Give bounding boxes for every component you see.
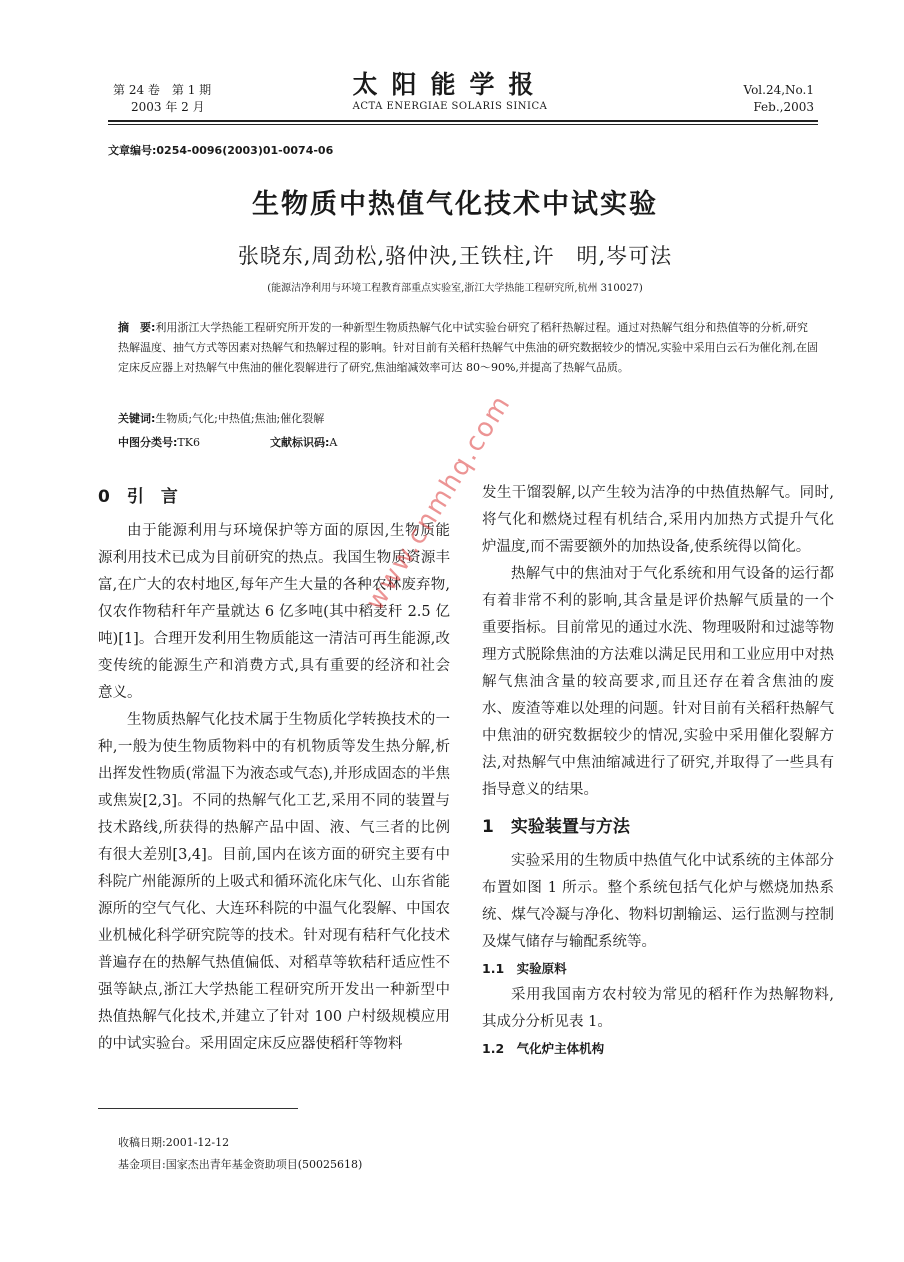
volume-issue-en: Vol.24,No.1 (743, 83, 814, 97)
date-en: Feb.,2003 (753, 100, 814, 114)
journal-name (330, 70, 570, 114)
affiliation: (能源洁净利用与环境工程教育部重点实验室,浙江大学热能工程研究所,杭州 310027) (267, 283, 643, 294)
paragraph: 采用我国南方农村较为常见的稻秆作为热解物料,其成分分析见表 1。 (482, 987, 834, 1030)
doc-code (270, 434, 337, 450)
watermark-text: www.cnmhq.com (360, 389, 518, 616)
right-column (482, 480, 834, 1062)
paragraph: 发生干馏裂解,以产生较为洁净的中热值热解气。同时,将气化和燃烧过程有机结合,采用内加热方式提升气化炉温度,而不需要额外的加热设备,使系统得以简化。 (482, 485, 834, 555)
journal-title-cn: 太阳能学报 (352, 70, 548, 99)
doc-code-label: 文献标识码: (270, 436, 330, 449)
doc-code-value: A (329, 436, 338, 449)
paragraph: 实验采用的生物质中热值气化中试系统的主体部分布置如图 1 所示。整个系统包括气化炉与燃烧加热系统、煤气冷凝与净化、物料切割输运、运行监测与控制及煤气储存与输配系统等。 (482, 853, 834, 950)
keywords (118, 410, 818, 426)
clc-value: TK6 (177, 436, 200, 449)
footnote-rule (98, 1108, 298, 1109)
header-rule-thin (108, 124, 818, 125)
abstract-text: 利用浙江大学热能工程研究所开发的一种新型生物质热解气化中试实验台研究了稻秆热解过程。通过对热解气组分和热值等的分析,研究热解温度、抽气方式等因素对热解气和热解过程的影响。针对目前有关稻秆热解气中焦油的研究数据较少的情况,实验中采用白云石为催化剂,在固定床反应器上对热解气中焦油的催化裂解进行了研究,焦油缩减效率可达 80～90%,并提高了热解气品质。 (118, 321, 818, 374)
date-cn: 2003 年 2 月 (131, 100, 205, 114)
header-rule (108, 120, 818, 122)
authors: 张晓东,周劲松,骆仲泱,王铁柱,许 明,岑可法 (237, 244, 673, 268)
section-0-heading: 0 引 言 (98, 487, 178, 507)
paper-title: 生物质中热值气化技术中试实验 (252, 189, 658, 220)
paragraph: 生物质热解气化技术属于生物质化学转换技术的一种,一般为使生物质物料中的有机物质等发生热分解,析出挥发性物质(常温下为液态或气态),并形成固态的半焦或焦炭[2,3]。不同的热解气化工艺,采用不同的装置与技术路线,所获得的热解产品中固、液、气三者的比例有很大差别[3,4]。目前,国内在该方面的研究主要有中科院广州能源所的上吸式和循环流化床气化、山东省能源所的空气气化、大连环科院的中温气化裂解、中国农业机械化科学研究院等的技术。针对现有秸秆气化技术普遍存在的热解气热值偏低、对稻草等软秸秆适应性不强等缺点,浙江大学热能工程研究所开发出一种新型中热值热解气化技术,并建立了针对 100 户村级规模应用的中试实验台。采用固定床反应器使稻秆等物料 (98, 712, 450, 1052)
subsection-1-2-heading: 1.2 气化炉主体机构 (482, 1041, 605, 1056)
received-date: 收稿日期:2001-12-12 (118, 1136, 230, 1149)
clc-label: 中图分类号: (118, 436, 178, 449)
journal-volume-en (700, 82, 814, 116)
keywords-label: 关键词: (118, 412, 156, 425)
subsection-1-1-heading: 1.1 实验原料 (482, 961, 567, 976)
keywords-text: 生物质;气化;中热值;焦油;催化裂解 (155, 412, 325, 425)
journal-volume-cn (113, 82, 211, 116)
volume-issue-cn: 第 24 卷 第 1 期 (113, 83, 212, 97)
section-1-heading: 1 实验装置与方法 (482, 817, 630, 837)
paragraph: 由于能源利用与环境保护等方面的原因,生物质能源利用技术已成为目前研究的热点。我国生物质资源丰富,在广大的农村地区,每年产生大量的各种农林废弃物,仅农作物秸秆年产量就达 6 亿多吨(其中稻麦秆 2.5 亿吨)[1]。合理开发利用生物质能这一清洁可再生能源,改变传统的能源生产和消费方式,具有重要的经济和社会意义。 (98, 523, 450, 701)
abstract (118, 318, 818, 378)
journal-title-en: ACTA ENERGIAE SOLARIS SINICA (352, 101, 548, 112)
abstract-label: 摘 要: (118, 321, 156, 334)
paragraph: 热解气中的焦油对于气化系统和用气设备的运行都有着非常不利的影响,其含量是评价热解气质量的一个重要指标。目前常见的通过水洗、物理吸附和过滤等物理方式脱除焦油的方法难以满足民用和工业应用中对热解气焦油含量的较高要求,而且还存在着含焦油的废水、废渣等难以处理的问题。针对目前有关稻秆热解气中焦油的研究数据较少的情况,实验中采用催化裂解方法,对热解气中焦油缩减进行了研究,并取得了一些具有指导意义的结果。 (482, 566, 834, 798)
article-number: 文章编号:0254-0096(2003)01-0074-06 (108, 144, 334, 157)
fund-info: 基金项目:国家杰出青年基金资助项目(50025618) (118, 1158, 363, 1171)
